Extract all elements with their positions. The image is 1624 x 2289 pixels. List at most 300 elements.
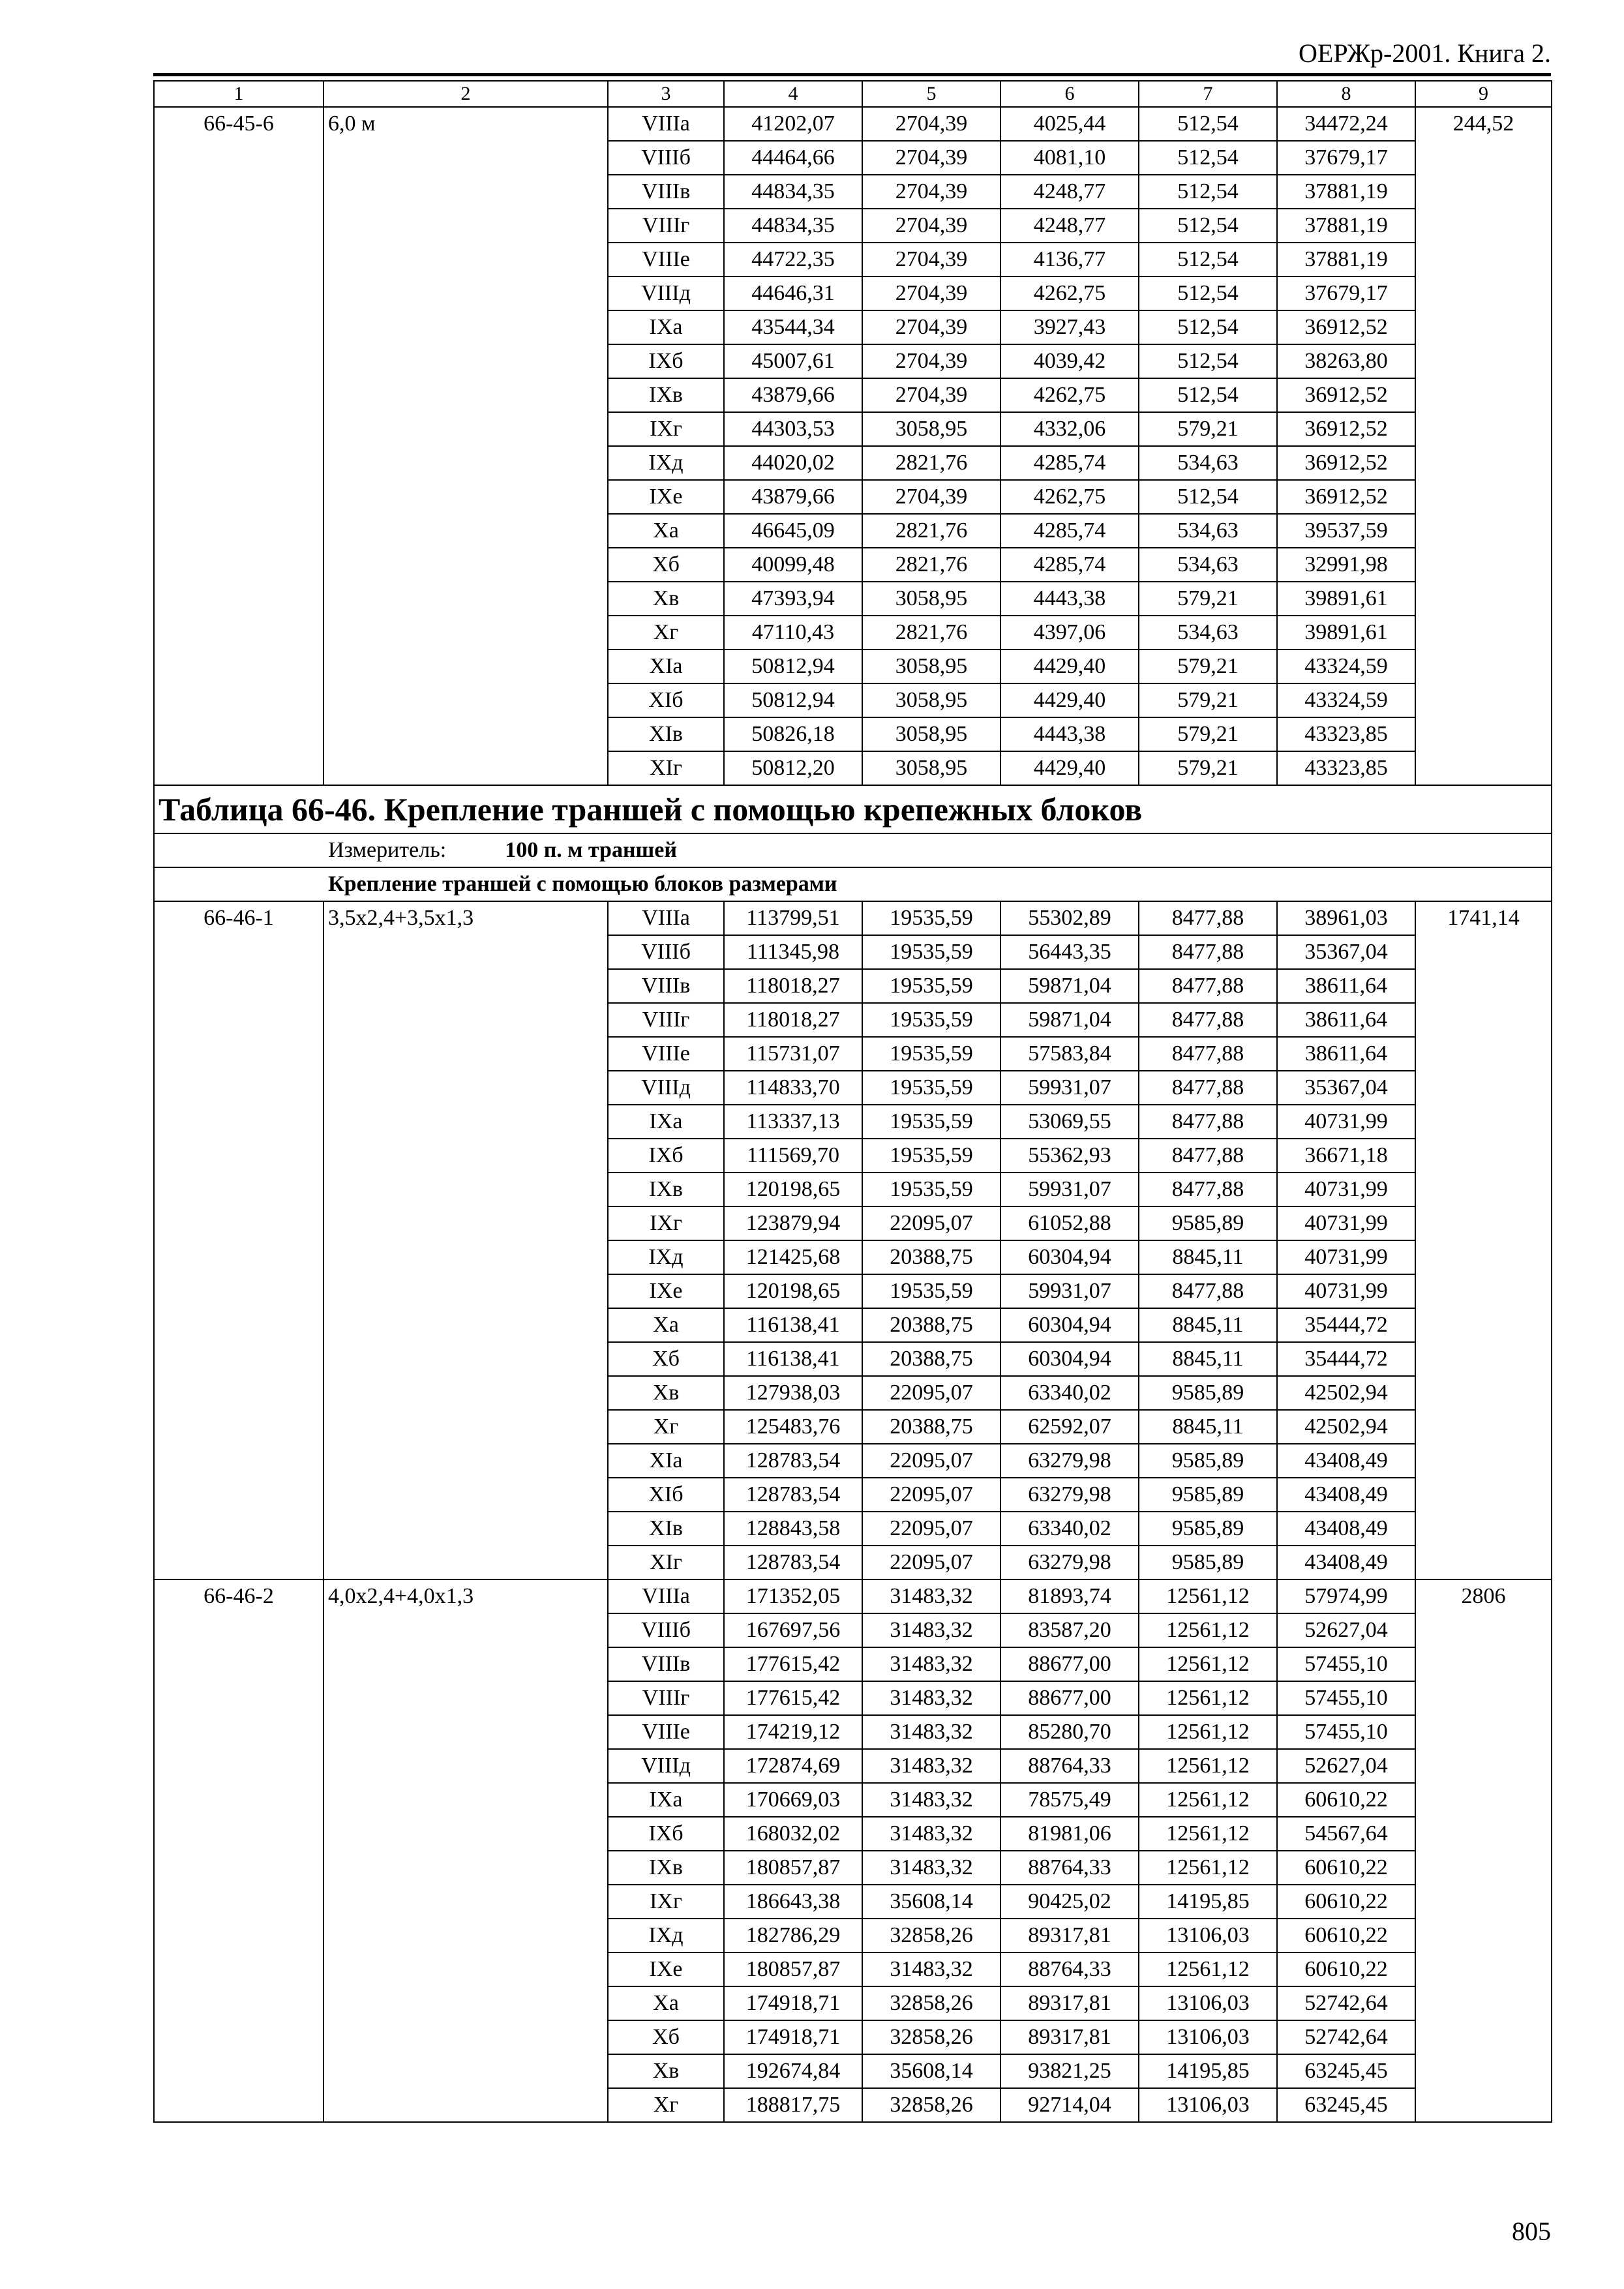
materials-cell: 1741,14 (1415, 901, 1552, 1579)
value-cell: 4025,44 (1000, 107, 1139, 141)
value-cell: 19535,59 (862, 901, 1000, 935)
value-cell: 40731,99 (1277, 1206, 1415, 1240)
value-cell: 8477,88 (1139, 1173, 1277, 1206)
value-cell: 12561,12 (1139, 1851, 1277, 1885)
value-cell: 127938,03 (724, 1376, 862, 1410)
value-cell: 3058,95 (862, 412, 1000, 446)
value-cell: 2704,39 (862, 277, 1000, 310)
table-title-row (154, 785, 1552, 833)
value-cell: 31483,32 (862, 1817, 1000, 1851)
value-cell: 43408,49 (1277, 1512, 1415, 1546)
value-cell: 62592,07 (1000, 1410, 1139, 1444)
value-cell: 88764,33 (1000, 1851, 1139, 1885)
zone-cell: Xб (608, 1342, 724, 1376)
value-cell: 4262,75 (1000, 480, 1139, 514)
value-cell: 41202,07 (724, 107, 862, 141)
value-cell: 38961,03 (1277, 901, 1415, 935)
value-cell: 22095,07 (862, 1444, 1000, 1478)
value-cell: 37679,17 (1277, 277, 1415, 310)
value-cell: 43323,85 (1277, 751, 1415, 785)
value-cell: 31483,32 (862, 1681, 1000, 1715)
value-cell: 8477,88 (1139, 1105, 1277, 1139)
value-cell: 512,54 (1139, 480, 1277, 514)
value-cell: 4397,06 (1000, 616, 1139, 650)
value-cell: 63279,98 (1000, 1478, 1139, 1512)
table-row (154, 1579, 1552, 1613)
value-cell: 8477,88 (1139, 969, 1277, 1003)
meter-label: Измеритель: (328, 838, 447, 862)
value-cell: 43408,49 (1277, 1444, 1415, 1478)
value-cell: 2704,39 (862, 141, 1000, 175)
value-cell: 20388,75 (862, 1410, 1000, 1444)
value-cell: 534,63 (1139, 616, 1277, 650)
value-cell: 57583,84 (1000, 1037, 1139, 1071)
value-cell: 32858,26 (862, 2088, 1000, 2122)
rate-code: 66-46-2 (154, 1579, 323, 2122)
value-cell: 579,21 (1139, 751, 1277, 785)
value-cell: 186643,38 (724, 1885, 862, 1919)
value-cell: 512,54 (1139, 378, 1277, 412)
value-cell: 4136,77 (1000, 243, 1139, 277)
value-cell: 114833,70 (724, 1071, 862, 1105)
zone-cell: VIIIг (608, 1681, 724, 1715)
column-number: 3 (608, 81, 724, 107)
value-cell: 12561,12 (1139, 1681, 1277, 1715)
value-cell: 60610,22 (1277, 1851, 1415, 1885)
value-cell: 174219,12 (724, 1715, 862, 1749)
zone-cell: IXе (608, 1274, 724, 1308)
zone-cell: VIIIа (608, 901, 724, 935)
value-cell: 40731,99 (1277, 1105, 1415, 1139)
value-cell: 2704,39 (862, 310, 1000, 344)
value-cell: 3058,95 (862, 683, 1000, 717)
value-cell: 92714,04 (1000, 2088, 1139, 2122)
value-cell: 13106,03 (1139, 1919, 1277, 1952)
value-cell: 170669,03 (724, 1783, 862, 1817)
value-cell: 512,54 (1139, 277, 1277, 310)
zone-cell: Xг (608, 616, 724, 650)
value-cell: 78575,49 (1000, 1783, 1139, 1817)
zone-cell: IXд (608, 446, 724, 480)
value-cell: 2821,76 (862, 548, 1000, 582)
value-cell: 171352,05 (724, 1579, 862, 1613)
zone-cell: Xв (608, 2054, 724, 2088)
value-cell: 19535,59 (862, 1037, 1000, 1071)
zone-cell: IXб (608, 344, 724, 378)
page-number: 805 (1512, 2217, 1551, 2246)
value-cell: 19535,59 (862, 1003, 1000, 1037)
value-cell: 2704,39 (862, 107, 1000, 141)
subsection-row (154, 867, 1552, 901)
zone-cell: VIIIа (608, 1579, 724, 1613)
value-cell: 36912,52 (1277, 412, 1415, 446)
value-cell: 52742,64 (1277, 1986, 1415, 2020)
value-cell: 36912,52 (1277, 480, 1415, 514)
value-cell: 4248,77 (1000, 209, 1139, 243)
value-cell: 4248,77 (1000, 175, 1139, 209)
value-cell: 39537,59 (1277, 514, 1415, 548)
value-cell: 4332,06 (1000, 412, 1139, 446)
value-cell: 2704,39 (862, 344, 1000, 378)
value-cell: 44646,31 (724, 277, 862, 310)
value-cell: 35608,14 (862, 1885, 1000, 1919)
value-cell: 57455,10 (1277, 1647, 1415, 1681)
zone-cell: IXв (608, 1173, 724, 1206)
value-cell: 12561,12 (1139, 1613, 1277, 1647)
value-cell: 59931,07 (1000, 1173, 1139, 1206)
value-cell: 43879,66 (724, 480, 862, 514)
table-title: Таблица 66-46. Крепление траншей с помощью крепежных блоков (154, 785, 1552, 833)
zone-cell: IXе (608, 480, 724, 514)
column-number: 5 (862, 81, 1000, 107)
column-number: 7 (1139, 81, 1277, 107)
value-cell: 13106,03 (1139, 1986, 1277, 2020)
value-cell: 81893,74 (1000, 1579, 1139, 1613)
value-cell: 512,54 (1139, 344, 1277, 378)
value-cell: 8845,11 (1139, 1308, 1277, 1342)
zone-cell: VIIIе (608, 1037, 724, 1071)
value-cell: 55362,93 (1000, 1139, 1139, 1173)
value-cell: 579,21 (1139, 412, 1277, 446)
zone-cell: XIа (608, 1444, 724, 1478)
value-cell: 2821,76 (862, 616, 1000, 650)
value-cell: 37881,19 (1277, 175, 1415, 209)
zone-cell: VIIIв (608, 175, 724, 209)
value-cell: 9585,89 (1139, 1478, 1277, 1512)
zone-cell: Xа (608, 1308, 724, 1342)
value-cell: 19535,59 (862, 1105, 1000, 1139)
value-cell: 22095,07 (862, 1478, 1000, 1512)
page-header-title: ОЕРЖр-2001. Книга 2. (1299, 38, 1551, 68)
value-cell: 43879,66 (724, 378, 862, 412)
value-cell: 22095,07 (862, 1512, 1000, 1546)
value-cell: 4429,40 (1000, 683, 1139, 717)
value-cell: 512,54 (1139, 310, 1277, 344)
column-number: 8 (1277, 81, 1415, 107)
zone-cell: VIIIв (608, 1647, 724, 1681)
value-cell: 32858,26 (862, 1919, 1000, 1952)
value-cell: 4262,75 (1000, 378, 1139, 412)
zone-cell: XIб (608, 683, 724, 717)
value-cell: 43323,85 (1277, 717, 1415, 751)
value-cell: 43324,59 (1277, 683, 1415, 717)
value-cell: 125483,76 (724, 1410, 862, 1444)
column-number: 9 (1415, 81, 1552, 107)
value-cell: 89317,81 (1000, 2020, 1139, 2054)
value-cell: 36912,52 (1277, 446, 1415, 480)
zone-cell: IXе (608, 1952, 724, 1986)
value-cell: 19535,59 (862, 1274, 1000, 1308)
value-cell: 2704,39 (862, 209, 1000, 243)
zone-cell: XIв (608, 1512, 724, 1546)
zone-cell: IXг (608, 1885, 724, 1919)
value-cell: 63340,02 (1000, 1376, 1139, 1410)
value-cell: 2821,76 (862, 514, 1000, 548)
value-cell: 4429,40 (1000, 751, 1139, 785)
value-cell: 9585,89 (1139, 1376, 1277, 1410)
column-number: 4 (724, 81, 862, 107)
value-cell: 177615,42 (724, 1647, 862, 1681)
zone-cell: Xв (608, 582, 724, 616)
value-cell: 37679,17 (1277, 141, 1415, 175)
value-cell: 188817,75 (724, 2088, 862, 2122)
value-cell: 63340,02 (1000, 1512, 1139, 1546)
zone-cell: Xг (608, 2088, 724, 2122)
zone-cell: Xа (608, 1986, 724, 2020)
value-cell: 46645,09 (724, 514, 862, 548)
value-cell: 3058,95 (862, 751, 1000, 785)
zone-cell: VIIIд (608, 1071, 724, 1105)
value-cell: 512,54 (1139, 243, 1277, 277)
value-cell: 120198,65 (724, 1173, 862, 1206)
zone-cell: IXд (608, 1919, 724, 1952)
zone-cell: VIIIб (608, 141, 724, 175)
rate-description: 4,0х2,4+4,0х1,3 (323, 1579, 608, 2122)
value-cell: 579,21 (1139, 717, 1277, 751)
value-cell: 12561,12 (1139, 1749, 1277, 1783)
value-cell: 12561,12 (1139, 1579, 1277, 1613)
value-cell: 4443,38 (1000, 717, 1139, 751)
value-cell: 60304,94 (1000, 1308, 1139, 1342)
zone-cell: IXа (608, 1783, 724, 1817)
value-cell: 22095,07 (862, 1206, 1000, 1240)
zone-cell: XIа (608, 650, 724, 683)
value-cell: 60610,22 (1277, 1783, 1415, 1817)
value-cell: 52742,64 (1277, 2020, 1415, 2054)
value-cell: 35367,04 (1277, 1071, 1415, 1105)
value-cell: 22095,07 (862, 1376, 1000, 1410)
value-cell: 12561,12 (1139, 1783, 1277, 1817)
value-cell: 4081,10 (1000, 141, 1139, 175)
zone-cell: IXв (608, 1851, 724, 1885)
value-cell: 31483,32 (862, 1613, 1000, 1647)
value-cell: 37881,19 (1277, 243, 1415, 277)
value-cell: 44722,35 (724, 243, 862, 277)
value-cell: 47110,43 (724, 616, 862, 650)
value-cell: 2704,39 (862, 378, 1000, 412)
value-cell: 128843,58 (724, 1512, 862, 1546)
value-cell: 60304,94 (1000, 1342, 1139, 1376)
value-cell: 19535,59 (862, 1173, 1000, 1206)
value-cell: 115731,07 (724, 1037, 862, 1071)
value-cell: 44020,02 (724, 446, 862, 480)
table-body (154, 81, 1552, 2122)
value-cell: 88764,33 (1000, 1952, 1139, 1986)
zone-cell: VIIIе (608, 243, 724, 277)
zone-cell: XIг (608, 751, 724, 785)
value-cell: 60610,22 (1277, 1952, 1415, 1986)
zone-cell: VIIIб (608, 1613, 724, 1647)
zone-cell: Xг (608, 1410, 724, 1444)
value-cell: 8477,88 (1139, 1037, 1277, 1071)
value-cell: 38611,64 (1277, 1037, 1415, 1071)
value-cell: 35444,72 (1277, 1308, 1415, 1342)
value-cell: 8845,11 (1139, 1342, 1277, 1376)
value-cell: 19535,59 (862, 1071, 1000, 1105)
value-cell: 38611,64 (1277, 969, 1415, 1003)
zone-cell: VIIIв (608, 969, 724, 1003)
zone-cell: XIб (608, 1478, 724, 1512)
column-number-row (154, 81, 1552, 107)
value-cell: 35367,04 (1277, 935, 1415, 969)
value-cell: 120198,65 (724, 1274, 862, 1308)
materials-cell: 244,52 (1415, 107, 1552, 785)
value-cell: 43408,49 (1277, 1546, 1415, 1579)
zone-cell: IXг (608, 1206, 724, 1240)
value-cell: 4285,74 (1000, 548, 1139, 582)
value-cell: 128783,54 (724, 1478, 862, 1512)
subsection-label: Крепление траншей с помощью блоков размерами (328, 872, 837, 896)
value-cell: 40731,99 (1277, 1173, 1415, 1206)
value-cell: 4429,40 (1000, 650, 1139, 683)
value-cell: 123879,94 (724, 1206, 862, 1240)
zone-cell: IXа (608, 1105, 724, 1139)
zone-cell: IXг (608, 412, 724, 446)
value-cell: 63279,98 (1000, 1546, 1139, 1579)
value-cell: 20388,75 (862, 1342, 1000, 1376)
value-cell: 34472,24 (1277, 107, 1415, 141)
value-cell: 8845,11 (1139, 1240, 1277, 1274)
value-cell: 54567,64 (1277, 1817, 1415, 1851)
value-cell: 534,63 (1139, 514, 1277, 548)
value-cell: 22095,07 (862, 1546, 1000, 1579)
value-cell: 118018,27 (724, 969, 862, 1003)
value-cell: 3058,95 (862, 582, 1000, 616)
value-cell: 512,54 (1139, 209, 1277, 243)
value-cell: 4285,74 (1000, 446, 1139, 480)
subsection-cell (154, 867, 1552, 901)
value-cell: 60610,22 (1277, 1885, 1415, 1919)
value-cell: 32991,98 (1277, 548, 1415, 582)
value-cell: 12561,12 (1139, 1647, 1277, 1681)
value-cell: 43324,59 (1277, 650, 1415, 683)
value-cell: 512,54 (1139, 107, 1277, 141)
value-cell: 2821,76 (862, 446, 1000, 480)
zone-cell: VIIIе (608, 1715, 724, 1749)
value-cell: 60304,94 (1000, 1240, 1139, 1274)
value-cell: 180857,87 (724, 1952, 862, 1986)
value-cell: 52627,04 (1277, 1749, 1415, 1783)
value-cell: 177615,42 (724, 1681, 862, 1715)
table-row (154, 901, 1552, 935)
value-cell: 182786,29 (724, 1919, 862, 1952)
value-cell: 180857,87 (724, 1851, 862, 1885)
value-cell: 31483,32 (862, 1749, 1000, 1783)
value-cell: 50812,20 (724, 751, 862, 785)
meter-cell (154, 833, 1552, 867)
value-cell: 88677,00 (1000, 1647, 1139, 1681)
value-cell: 55302,89 (1000, 901, 1139, 935)
value-cell: 2704,39 (862, 243, 1000, 277)
value-cell: 31483,32 (862, 1579, 1000, 1613)
column-number: 6 (1000, 81, 1139, 107)
value-cell: 168032,02 (724, 1817, 862, 1851)
value-cell: 31483,32 (862, 1952, 1000, 1986)
value-cell: 579,21 (1139, 650, 1277, 683)
value-cell: 2704,39 (862, 480, 1000, 514)
meter-row (154, 833, 1552, 867)
value-cell: 8845,11 (1139, 1410, 1277, 1444)
zone-cell: VIIIг (608, 209, 724, 243)
value-cell: 57455,10 (1277, 1681, 1415, 1715)
value-cell: 9585,89 (1139, 1546, 1277, 1579)
value-cell: 116138,41 (724, 1342, 862, 1376)
value-cell: 9585,89 (1139, 1512, 1277, 1546)
meter-value: 100 п. м траншей (505, 838, 677, 862)
header-rule (153, 73, 1551, 76)
table-row (154, 107, 1552, 141)
value-cell: 88677,00 (1000, 1681, 1139, 1715)
value-cell: 36671,18 (1277, 1139, 1415, 1173)
zone-cell: VIIIг (608, 1003, 724, 1037)
value-cell: 8477,88 (1139, 935, 1277, 969)
value-cell: 44834,35 (724, 209, 862, 243)
value-cell: 59931,07 (1000, 1071, 1139, 1105)
value-cell: 44834,35 (724, 175, 862, 209)
value-cell: 59931,07 (1000, 1274, 1139, 1308)
value-cell: 39891,61 (1277, 616, 1415, 650)
value-cell: 40731,99 (1277, 1240, 1415, 1274)
value-cell: 47393,94 (724, 582, 862, 616)
value-cell: 93821,25 (1000, 2054, 1139, 2088)
value-cell: 8477,88 (1139, 901, 1277, 935)
value-cell: 31483,32 (862, 1647, 1000, 1681)
rate-code: 66-46-1 (154, 901, 323, 1579)
value-cell: 35444,72 (1277, 1342, 1415, 1376)
value-cell: 42502,94 (1277, 1410, 1415, 1444)
value-cell: 50812,94 (724, 650, 862, 683)
value-cell: 14195,85 (1139, 1885, 1277, 1919)
value-cell: 19535,59 (862, 935, 1000, 969)
value-cell: 59871,04 (1000, 969, 1139, 1003)
value-cell: 83587,20 (1000, 1613, 1139, 1647)
column-number: 2 (323, 81, 608, 107)
value-cell: 118018,27 (724, 1003, 862, 1037)
value-cell: 57974,99 (1277, 1579, 1415, 1613)
value-cell: 512,54 (1139, 141, 1277, 175)
zone-cell: IXб (608, 1817, 724, 1851)
value-cell: 57455,10 (1277, 1715, 1415, 1749)
value-cell: 85280,70 (1000, 1715, 1139, 1749)
value-cell: 512,54 (1139, 175, 1277, 209)
value-cell: 31483,32 (862, 1851, 1000, 1885)
column-number: 1 (154, 81, 323, 107)
zone-cell: VIIIд (608, 277, 724, 310)
value-cell: 45007,61 (724, 344, 862, 378)
value-cell: 579,21 (1139, 582, 1277, 616)
value-cell: 4039,42 (1000, 344, 1139, 378)
value-cell: 172874,69 (724, 1749, 862, 1783)
value-cell: 63245,45 (1277, 2054, 1415, 2088)
zone-cell: IXд (608, 1240, 724, 1274)
value-cell: 113799,51 (724, 901, 862, 935)
zone-cell: VIIIд (608, 1749, 724, 1783)
value-cell: 8477,88 (1139, 1139, 1277, 1173)
value-cell: 12561,12 (1139, 1715, 1277, 1749)
value-cell: 111569,70 (724, 1139, 862, 1173)
value-cell: 174918,71 (724, 1986, 862, 2020)
value-cell: 116138,41 (724, 1308, 862, 1342)
value-cell: 44303,53 (724, 412, 862, 446)
value-cell: 534,63 (1139, 446, 1277, 480)
value-cell: 52627,04 (1277, 1613, 1415, 1647)
value-cell: 36912,52 (1277, 310, 1415, 344)
value-cell: 35608,14 (862, 2054, 1000, 2088)
value-cell: 31483,32 (862, 1783, 1000, 1817)
value-cell: 12561,12 (1139, 1952, 1277, 1986)
value-cell: 579,21 (1139, 683, 1277, 717)
value-cell: 89317,81 (1000, 1986, 1139, 2020)
